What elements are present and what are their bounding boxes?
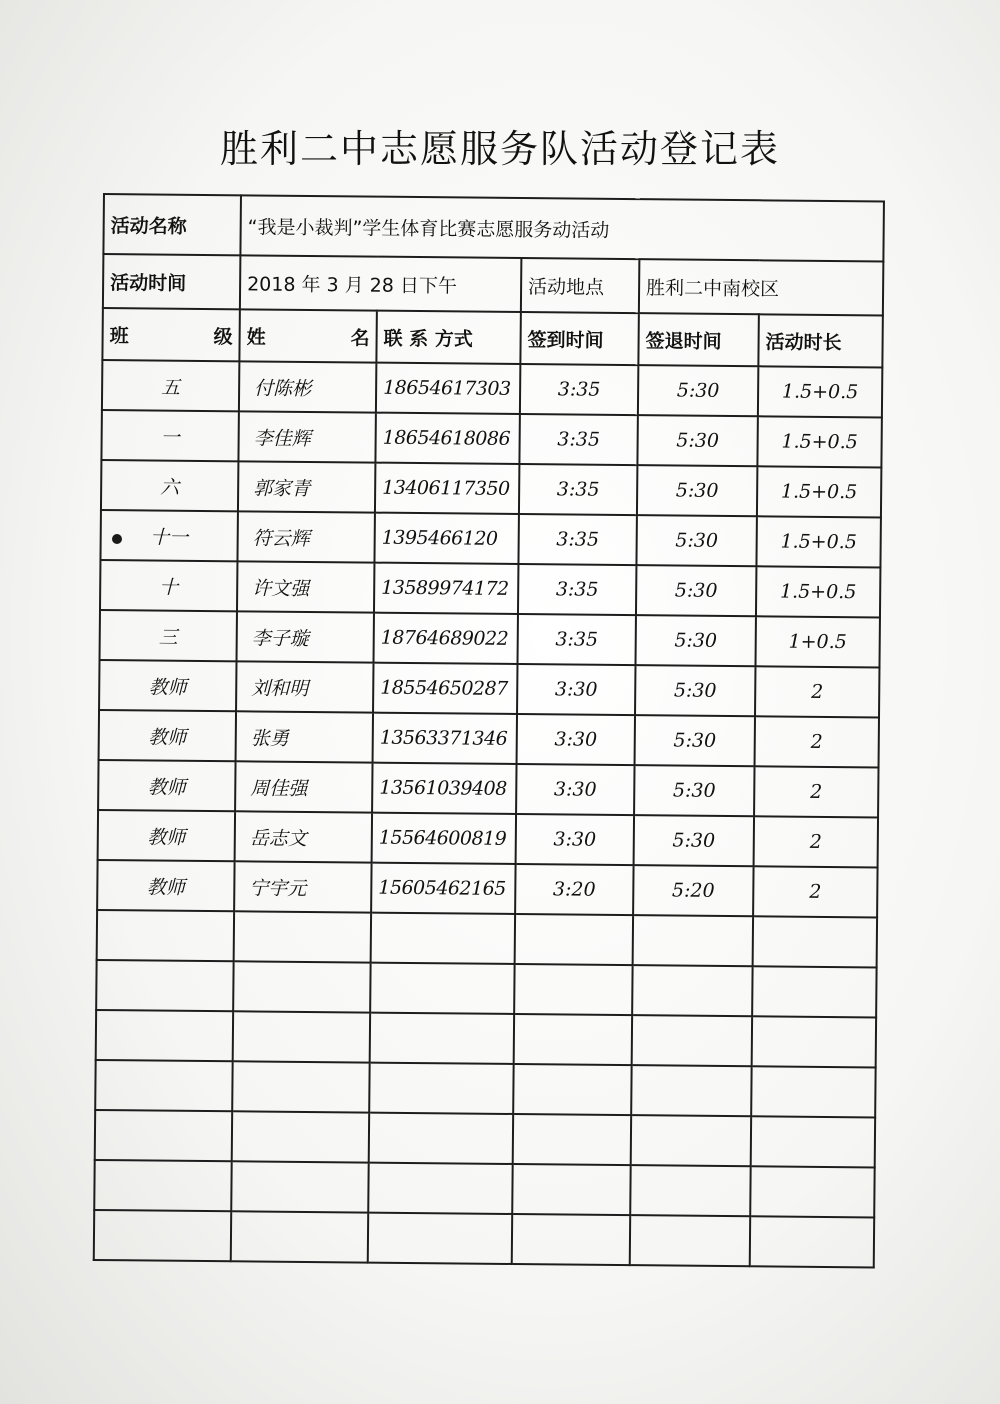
sign-out-cell: 5:30 (636, 515, 756, 566)
duration-cell: 2 (755, 716, 879, 767)
activity-name-label: 活动名称 (103, 194, 241, 255)
name-cell: 周佳强 (235, 761, 372, 812)
sign-in-cell: 3:35 (519, 414, 637, 465)
empty-cell (96, 960, 233, 1011)
duration-cell: 1.5+0.5 (757, 466, 881, 517)
blank-row (95, 1110, 875, 1167)
empty-cell (233, 1011, 370, 1062)
sign-in-cell: 3:35 (517, 614, 635, 665)
empty-cell (753, 916, 877, 967)
class-cell: 十一 (100, 510, 237, 561)
empty-cell (94, 1160, 231, 1211)
class-cell: 三 (100, 610, 237, 661)
contact-header: 联 系 方式 (376, 311, 520, 364)
duration-cell: 1.5+0.5 (756, 566, 880, 617)
empty-cell (95, 1060, 232, 1111)
class-header-part-1: 班 (109, 324, 129, 347)
name-cell: 郭家青 (238, 461, 375, 512)
phone-cell: 13561039408 (372, 763, 516, 814)
table-row (100, 610, 880, 667)
empty-cell (96, 1010, 233, 1061)
table-row (98, 760, 878, 817)
blank-row (97, 910, 877, 967)
empty-cell (514, 964, 632, 1015)
blank-row (96, 1010, 876, 1067)
sign-out-cell: 5:30 (637, 415, 757, 466)
phone-cell: 18764689022 (374, 613, 518, 664)
duration-header: 活动时长 (758, 314, 882, 367)
duration-cell: 2 (755, 666, 879, 717)
empty-cell (514, 1014, 632, 1065)
sign-in-cell: 3:30 (516, 814, 634, 865)
phone-cell: 18554650287 (373, 663, 517, 714)
empty-cell (630, 1165, 750, 1216)
phone-cell: 13406117350 (375, 463, 519, 514)
sign-in-cell: 3:35 (518, 514, 636, 565)
activity-time-value: 2018 年 3 月 28 日下午 (240, 255, 522, 312)
phone-cell: 18654618086 (375, 413, 519, 464)
empty-cell (368, 1163, 512, 1214)
duration-cell: 1+0.5 (755, 616, 879, 667)
empty-cell (752, 966, 876, 1017)
table-row (100, 510, 880, 567)
name-header-part-2: 名 (350, 326, 370, 350)
entry-rows (94, 360, 883, 1267)
phone-cell: 1395466120 (374, 513, 518, 564)
class-cell: 教师 (98, 810, 235, 861)
name-header-part-1: 姓 (246, 325, 266, 349)
empty-cell (633, 915, 753, 966)
empty-cell (631, 1115, 751, 1166)
name-cell: 李子璇 (237, 611, 374, 662)
class-cell: 教师 (98, 760, 235, 811)
blank-row (95, 1060, 875, 1117)
empty-cell (515, 914, 633, 965)
duration-cell: 1.5+0.5 (756, 516, 880, 567)
sign-in-cell: 3:30 (517, 714, 635, 765)
table-row (101, 410, 881, 467)
empty-cell (750, 1216, 874, 1267)
sign-out-cell: 5:30 (635, 615, 755, 666)
class-cell: 教师 (99, 660, 236, 711)
sign-out-cell: 5:30 (637, 465, 757, 516)
name-cell: 张勇 (236, 711, 373, 762)
sign-out-cell: 5:20 (633, 865, 753, 916)
class-cell: 教师 (97, 860, 234, 911)
empty-cell (512, 1214, 630, 1265)
table-row (99, 710, 879, 767)
sign-in-header: 签到时间 (520, 312, 638, 365)
empty-cell (234, 911, 371, 962)
name-cell: 岳志文 (235, 811, 372, 862)
empty-cell (233, 961, 370, 1012)
empty-cell (630, 1215, 750, 1266)
class-cell: 五 (102, 360, 239, 411)
activity-time-row (103, 254, 883, 315)
blank-row (96, 960, 876, 1017)
sign-in-cell: 3:20 (515, 864, 633, 915)
name-cell: 宁宇元 (234, 861, 371, 912)
empty-cell (751, 1116, 875, 1167)
sign-in-cell: 3:35 (518, 564, 636, 615)
activity-name-value: “我是小裁判”学生体育比赛志愿服务动活动 (240, 195, 884, 261)
empty-cell (369, 1113, 513, 1164)
empty-cell (97, 910, 234, 961)
duration-cell: 2 (754, 766, 878, 817)
column-header-row (102, 308, 882, 367)
empty-cell (232, 1061, 369, 1112)
activity-place-label: 活动地点 (521, 258, 640, 313)
registration-table (93, 193, 885, 1268)
sign-out-cell: 5:30 (634, 765, 754, 816)
name-cell: 李佳辉 (238, 411, 375, 462)
sign-out-cell: 5:30 (636, 565, 756, 616)
class-header (102, 308, 239, 361)
sign-in-cell: 3:35 (520, 364, 638, 415)
empty-cell (232, 1111, 369, 1162)
table-row (102, 360, 882, 417)
class-cell: 教师 (99, 710, 236, 761)
empty-cell (94, 1210, 231, 1261)
phone-cell: 18654617303 (376, 363, 520, 414)
duration-cell: 1.5+0.5 (758, 366, 882, 417)
empty-cell (750, 1166, 874, 1217)
activity-name-row (103, 194, 884, 261)
empty-cell (632, 1015, 752, 1066)
empty-cell (513, 1114, 631, 1165)
empty-cell (631, 1065, 751, 1116)
table-row (99, 660, 879, 717)
name-cell: 许文强 (237, 561, 374, 612)
activity-time-label: 活动时间 (103, 254, 241, 309)
name-cell: 付陈彬 (239, 361, 376, 412)
sign-out-cell: 5:30 (635, 715, 755, 766)
empty-cell (512, 1164, 630, 1215)
phone-cell: 15605462165 (371, 863, 515, 914)
empty-cell (632, 965, 752, 1016)
empty-cell (371, 913, 515, 964)
table-row (97, 860, 877, 917)
duration-cell: 2 (754, 816, 878, 867)
empty-cell (95, 1110, 232, 1161)
phone-cell: 13563371346 (373, 713, 517, 764)
activity-place-value: 胜利二中南校区 (639, 259, 884, 315)
blank-row (94, 1210, 874, 1267)
name-cell: 刘和明 (236, 661, 373, 712)
table-row (100, 560, 880, 617)
sign-in-cell: 3:35 (519, 464, 637, 515)
empty-cell (370, 1013, 514, 1064)
sign-out-cell: 5:30 (634, 815, 754, 866)
form-title: 胜利二中志愿服务队活动登记表 (219, 127, 780, 171)
empty-cell (231, 1161, 368, 1212)
sign-out-cell: 5:30 (635, 665, 755, 716)
empty-cell (751, 1066, 875, 1117)
sign-out-cell: 5:30 (638, 365, 758, 416)
duration-cell: 2 (753, 866, 877, 917)
empty-cell (369, 1063, 513, 1114)
name-header (239, 309, 376, 362)
table-row (101, 460, 881, 517)
class-cell: 六 (101, 460, 238, 511)
class-cell: 一 (101, 410, 238, 461)
duration-cell: 1.5+0.5 (757, 416, 881, 467)
empty-cell (513, 1064, 631, 1115)
sign-out-header: 签退时间 (638, 313, 758, 366)
empty-cell (231, 1211, 368, 1262)
empty-cell (368, 1213, 512, 1264)
sign-in-cell: 3:30 (516, 764, 634, 815)
sign-in-cell: 3:30 (517, 664, 635, 715)
table-row (98, 810, 878, 867)
class-header-part-2: 级 (213, 325, 233, 348)
empty-cell (370, 963, 514, 1014)
class-cell: 十 (100, 560, 237, 611)
blank-row (94, 1160, 874, 1217)
empty-cell (752, 1016, 876, 1067)
phone-cell: 13589974172 (374, 563, 518, 614)
phone-cell: 15564600819 (372, 813, 516, 864)
name-cell: 符云辉 (237, 511, 374, 562)
